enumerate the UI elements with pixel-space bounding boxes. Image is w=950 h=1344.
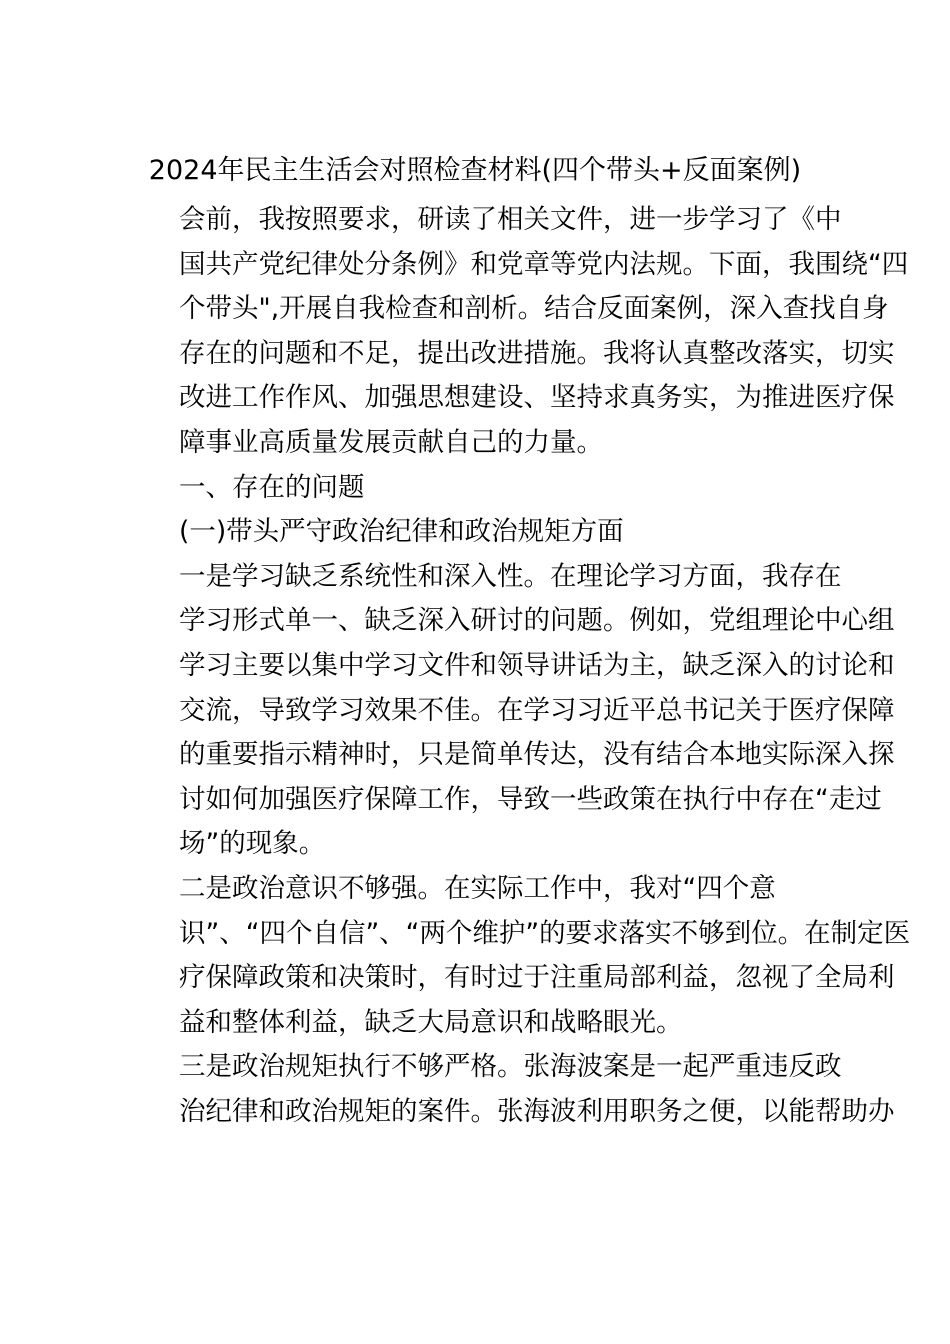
paragraph-point-2: [126, 867, 911, 1045]
text-line: 交流，导致学习效果不佳。在学习习近平总书记关于医疗保障: [179, 694, 895, 726]
text-line: 疗保障政策和决策时，有时过于注重局部利益，忽视了全局利: [179, 962, 895, 994]
text-line: 益和整体利益，缺乏大局意识和战略眼光。: [179, 1006, 683, 1038]
text-line: (一)带头严守政治纪律和政治规矩方面: [179, 516, 624, 548]
text-line: 改进工作作风、加强思想建设、坚持求真务实，为推进医疗保: [179, 382, 895, 414]
section-heading: [126, 466, 846, 511]
text-line: 治纪律和政治规矩的案件。张海波利用职务之便，以能帮助办: [179, 1095, 895, 1127]
text-line: 个带头",开展自我检查和剖析。结合反面案例，深入查找自身: [179, 293, 889, 325]
document-body: [126, 198, 911, 1134]
text-line: 识”、“四个自信”、“两个维护”的要求落实不够到位。在制定医: [179, 917, 911, 949]
text-line: 讨如何加强医疗保障工作，导致一些政策在执行中存在“走过: [179, 783, 882, 815]
paragraph-intro: [126, 198, 909, 466]
text-line: 一是学习缺乏系统性和深入性。在理论学习方面，我存在: [179, 560, 842, 592]
text-line: 会前，我按照要求，研读了相关文件，进一步学习了《中: [179, 204, 842, 235]
text-line: 学习主要以集中学习文件和领导讲话为主，缺乏深入的讨论和: [179, 649, 895, 681]
document-title: 2024年民主生活会对照检查材料(四个带头+反面案例): [148, 155, 802, 186]
paragraph-point-3: [126, 1045, 895, 1134]
text-line: 场”的现象。: [179, 828, 326, 860]
text-line: 障事业高质量发展贡献自己的力量。: [179, 426, 603, 458]
text-line: 一、存在的问题: [179, 471, 365, 503]
text-line: 的重要指示精神时，只是简单传达，没有结合本地实际深入探: [179, 739, 895, 771]
subsection-heading: [126, 510, 846, 555]
paragraph-point-1: [126, 555, 895, 867]
text-line: 二是政治意识不够强。在实际工作中，我对“四个意: [179, 872, 776, 904]
text-line: 学习形式单一、缺乏深入研讨的问题。例如，党组理论中心组: [179, 605, 895, 637]
text-line: 存在的问题和不足，提出改进措施。我将认真整改落实，切实: [179, 337, 895, 369]
text-line: 国共产党纪律处分条例》和党章等党内法规。下面，我围绕“四: [179, 248, 909, 280]
text-line: 三是政治规矩执行不够严格。张海波案是一起严重违反政: [179, 1051, 842, 1083]
